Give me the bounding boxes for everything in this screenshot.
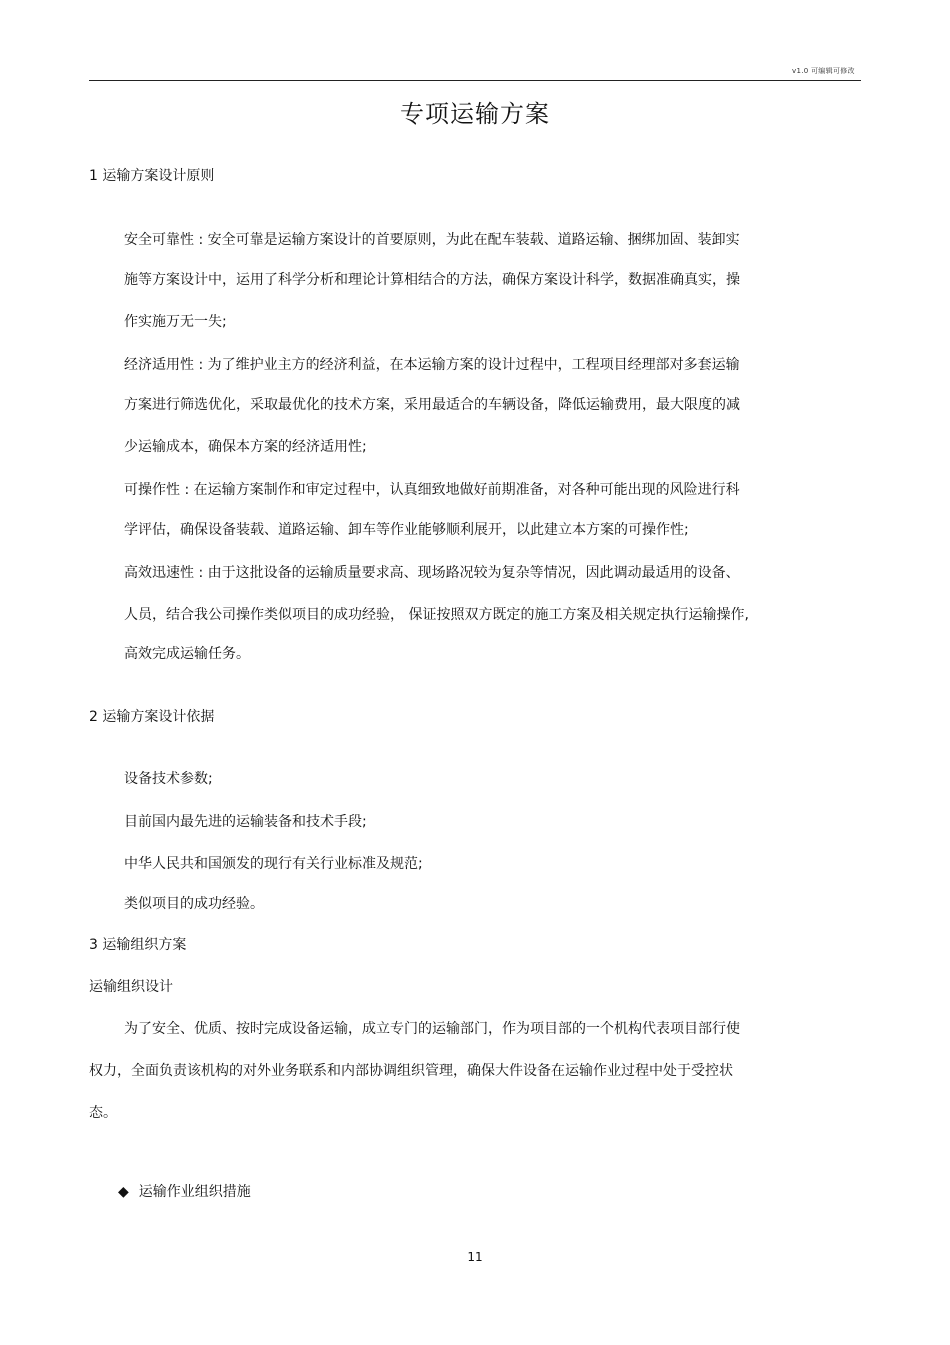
page-title: 专项运输方案 (400, 100, 550, 128)
section-3-heading: 3 运输组织方案 (89, 937, 187, 953)
paragraph-line: 少运输成本，确保本方案的经济适用性; (124, 439, 367, 455)
section-2-heading: 2 运输方案设计依据 (89, 709, 215, 725)
list-item: 类似项目的成功经验。 (124, 896, 264, 912)
page-number: 11 (467, 1250, 483, 1264)
section-1-heading: 1 运输方案设计原则 (89, 168, 215, 184)
paragraph-line: 为了安全、优质、按时完成设备运输，成立专门的运输部门，作为项目部的一个机构代表项目部行使 (124, 1021, 740, 1037)
list-item: 中华人民共和国颁发的现行有关行业标准及规范; (124, 856, 423, 872)
bullet-item-label: 运输作业组织措施 (138, 1184, 251, 1200)
paragraph-line: 高效迅速性 : 由于这批设备的运输质量要求高、现场路况较为复杂等情况，因此调动最适用的设备、 (124, 565, 740, 581)
list-item: 目前国内最先进的运输装备和技术手段; (124, 814, 367, 830)
paragraph-line: 方案进行筛选优化，采取最优化的技术方案，采用最适合的车辆设备，降低运输费用，最大限度的减 (124, 397, 740, 413)
paragraph-line: 施等方案设计中，运用了科学分析和理论计算相结合的方法，确保方案设计科学，数据准确真实，操 (124, 272, 740, 288)
header-version-note: v1.0 可编辑可修改 (792, 67, 855, 75)
paragraph-line: 态。 (89, 1105, 117, 1121)
paragraph-line: 权力，全面负责该机构的对外业务联系和内部协调组织管理，确保大件设备在运输作业过程中处于受控状 (89, 1063, 733, 1079)
diamond-bullet-icon: ◆ (118, 1184, 129, 1200)
list-item: 设备技术参数; (124, 771, 213, 787)
paragraph-line: 学评估，确保设备装载、道路运输、卸车等作业能够顺利展开，以此建立本方案的可操作性; (124, 522, 689, 538)
paragraph-line: 人员，结合我公司操作类似项目的成功经验， 保证按照双方既定的施工方案及相关规定执行运输操作, (124, 607, 749, 623)
paragraph-line: 高效完成运输任务。 (124, 646, 250, 662)
paragraph-line: 安全可靠性 : 安全可靠是运输方案设计的首要原则，为此在配车装载、道路运输、捆绑加固、装卸实 (124, 232, 740, 248)
paragraph-line: 可操作性 : 在运输方案制作和审定过程中，认真细致地做好前期准备，对各种可能出现的风险进行科 (124, 482, 740, 498)
paragraph-line: 作实施万无一失; (124, 314, 227, 330)
bullet-item (118, 1181, 251, 1201)
paragraph-line: 经济适用性 : 为了维护业主方的经济利益，在本运输方案的设计过程中，工程项目经理部对多套运输 (124, 357, 740, 373)
section-3-subheading: 运输组织设计 (89, 979, 173, 995)
header-divider (89, 80, 861, 81)
